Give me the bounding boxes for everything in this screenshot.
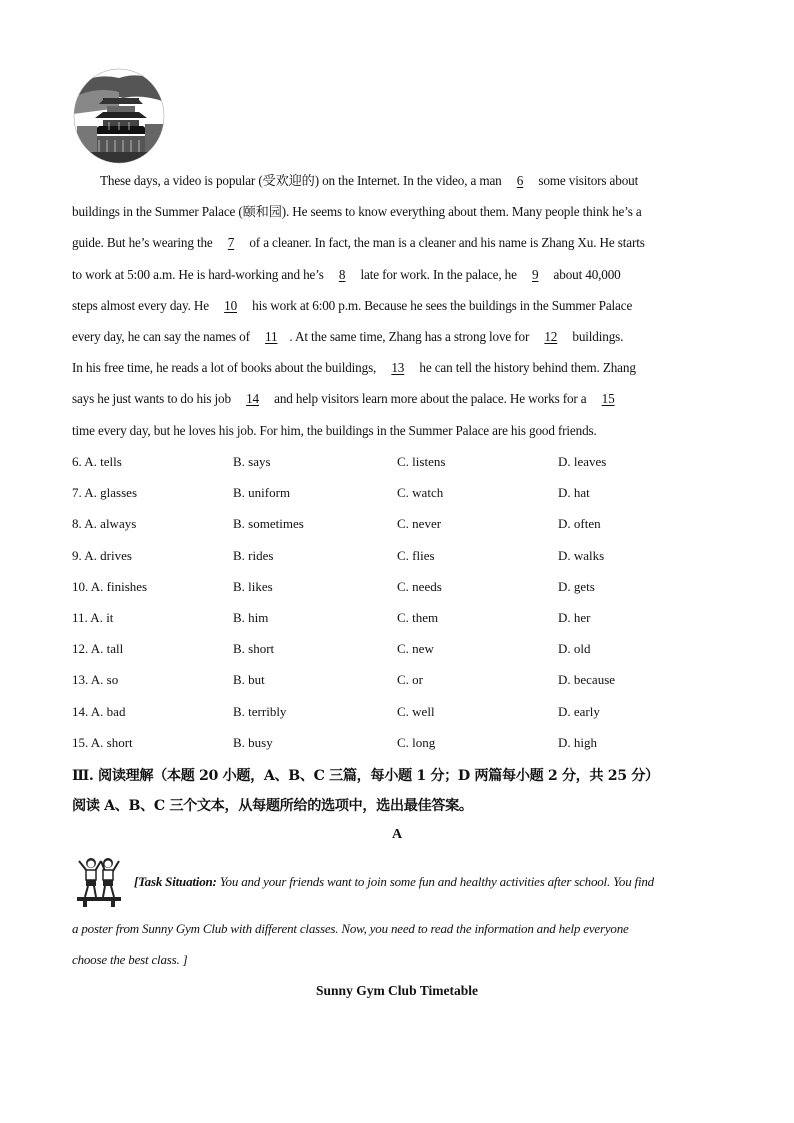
option-choice: 13. A. so	[72, 672, 119, 688]
option-choice: 15. A. short	[72, 734, 133, 750]
passage-line	[72, 326, 722, 357]
option-row	[72, 545, 712, 576]
task-situation-line-3: choose the best class. ]	[72, 952, 188, 967]
task-text-1: You and your friends want to join some fun and healthy activities after school. You find	[216, 874, 654, 889]
option-choice: C. needs	[397, 578, 442, 594]
option-choice: 6. A. tells	[72, 454, 122, 469]
option-choice: 11. A. it	[72, 609, 114, 625]
passage-text: guide. But he’s wearing the	[72, 235, 216, 251]
option-row	[72, 638, 712, 669]
task-situation-line-1	[134, 874, 654, 890]
passage-text: to work at 5:00 a.m. He is hard-working and he’s	[72, 266, 327, 282]
passage-line	[72, 357, 722, 388]
option-choice: 10. A. finishes	[72, 578, 148, 594]
passage-line	[72, 295, 722, 326]
passage-text: and help visitors learn more about the palace. He works for a	[270, 391, 590, 407]
passage-text: In his free time, he reads a lot of books about the buildings,	[72, 360, 380, 376]
passage-text: his work at 6:00 p.m. Because he sees the buildings in the Summer Palace	[249, 297, 633, 313]
blank-number: 6	[516, 173, 524, 188]
option-choice: B. uniform	[233, 485, 291, 501]
passage-text: These days, a video is popular (受欢迎的) on the Internet. In the video, a man	[100, 173, 505, 188]
option-choice: B. likes	[233, 578, 273, 594]
passage-line	[72, 388, 722, 419]
option-choice: 9. A. drives	[72, 547, 132, 563]
cloze-passage	[72, 170, 722, 451]
option-choice: D. old	[558, 641, 591, 657]
option-choice: C. listens	[397, 454, 446, 469]
option-choice: D. early	[558, 703, 600, 719]
blank-number: 12	[544, 328, 558, 344]
blank-number: 15	[601, 391, 615, 407]
option-choice: B. rides	[233, 547, 274, 563]
option-row	[72, 732, 712, 763]
option-row	[72, 451, 712, 482]
task-situation-line-2: a poster from Sunny Gym Club with different classes. Now, you need to read the information and help everyone	[72, 921, 629, 936]
option-choice: B. short	[233, 641, 275, 657]
part-label: A	[391, 827, 403, 842]
option-row	[72, 607, 712, 638]
option-choice: D. often	[558, 516, 601, 532]
option-choice: C. watch	[397, 485, 444, 501]
option-choice: B. but	[233, 672, 265, 688]
option-choice: B. busy	[233, 734, 273, 750]
passage-text: steps almost every day. He	[72, 297, 213, 313]
blank-number: 8	[338, 266, 346, 282]
blank-number: 10	[224, 297, 238, 313]
summer-palace-illustration	[73, 68, 165, 164]
option-row	[72, 576, 712, 607]
option-choice: C. or	[397, 672, 423, 688]
option-choice: B. him	[233, 609, 269, 625]
option-choice: B. says	[233, 454, 271, 469]
passage-line	[72, 420, 722, 451]
option-row	[72, 513, 712, 544]
option-choice: 7. A. glasses	[72, 485, 137, 501]
passage-text: about 40,000	[550, 266, 621, 282]
passage-text: says he just wants to do his job	[72, 391, 235, 407]
option-row	[72, 701, 712, 732]
option-row	[72, 669, 712, 700]
passage-line	[72, 232, 722, 263]
passage-text: every day, he can say the names of	[72, 328, 254, 344]
passage-text: . At the same time, Zhang has a strong love for	[289, 328, 533, 344]
option-choice: D. high	[558, 734, 597, 750]
blank-number: 11	[265, 328, 278, 344]
passage-text: buildings.	[569, 328, 624, 344]
kids-exercise-icon	[73, 855, 125, 907]
task-label: [Task Situation:	[134, 874, 217, 889]
option-choice: D. leaves	[558, 454, 607, 469]
blank-number: 13	[391, 360, 405, 376]
passage-line	[72, 170, 722, 201]
passage-text: late for work. In the palace, he	[357, 266, 520, 282]
option-choice: D. hat	[558, 485, 590, 501]
section-heading: Ⅲ. 阅读理解（本题 20 小题，A、B、C 三篇，每小题 1 分；D 两篇每小题 2 分，共 25 分）	[72, 768, 659, 784]
option-choice: D. her	[558, 609, 591, 625]
blank-number: 9	[531, 266, 539, 282]
passage-line	[72, 201, 722, 232]
option-choice: B. sometimes	[233, 516, 304, 532]
passage-line	[72, 264, 722, 295]
blank-number: 14	[246, 391, 259, 407]
option-choice: C. long	[397, 734, 436, 750]
option-choice: D. because	[558, 672, 616, 688]
blank-number: 7	[227, 235, 235, 251]
answer-options	[72, 451, 712, 763]
option-choice: C. never	[397, 516, 442, 532]
option-choice: C. flies	[397, 547, 435, 563]
option-choice: 8. A. always	[72, 516, 137, 532]
timetable-title: Sunny Gym Club Timetable	[316, 983, 478, 998]
option-choice: C. new	[397, 641, 434, 657]
option-choice: C. them	[397, 609, 439, 625]
section-instruction: 阅读 A、B、C 三个文本，从每题所给的选项中，选出最佳答案。	[72, 798, 473, 814]
passage-text: of a cleaner. In fact, the man is a cleaner and his name is Zhang Xu. He starts	[246, 235, 645, 251]
option-choice: 14. A. bad	[72, 703, 126, 719]
passage-text: time every day, but he loves his job. For him, the buildings in the Summer Palace are his good friends.	[72, 422, 597, 438]
option-row	[72, 482, 712, 513]
passage-text: some visitors about	[535, 173, 639, 188]
option-choice: D. gets	[558, 578, 595, 594]
passage-text: buildings in the Summer Palace (颐和园). He seems to know everything about them. Many people think he’s a	[72, 204, 642, 220]
option-choice: 12. A. tall	[72, 641, 124, 657]
passage-text: he can tell the history behind them. Zhang	[416, 360, 636, 376]
option-choice: C. well	[397, 703, 435, 719]
option-choice: D. walks	[558, 547, 605, 563]
option-choice: B. terribly	[233, 703, 287, 719]
